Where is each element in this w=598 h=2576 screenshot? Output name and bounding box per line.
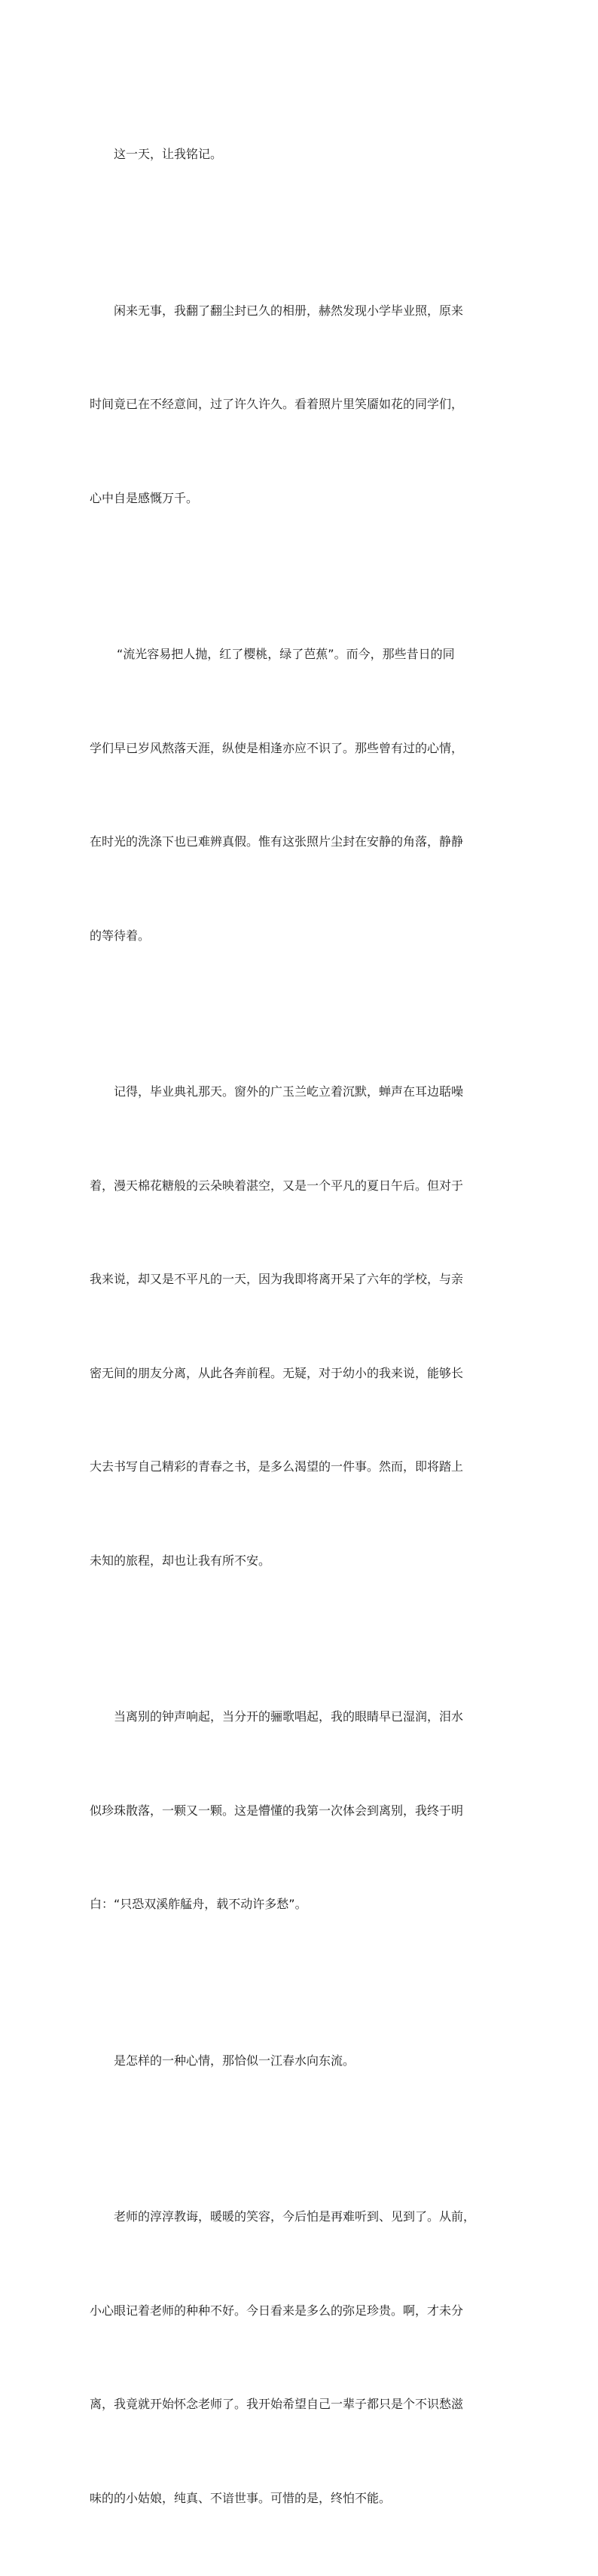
paragraph-line: 我来说，却又是不平凡的一天，因为我即将离开呆了六年的学校，与亲 (90, 1272, 464, 1286)
paragraph-line: 老师的淳淳教诲，暖暖的笑容，今后怕是再难听到、见到了。从前， (114, 2209, 476, 2224)
paragraph-line: 味的的小姑娘，纯真、不谙世事。可惜的是，终怕不能。 (90, 2490, 392, 2505)
paragraph-line: 白：“只恐双溪舴艋舟，载不动许多愁”。 (90, 1897, 307, 1911)
paragraph-1 (90, 76, 511, 233)
paragraph-3 (90, 576, 511, 1014)
paragraph-4 (90, 1014, 511, 1639)
paragraph-line: 大去书写自己精彩的青春之书，是多么渴望的一件事。然而，即将踏上 (90, 1459, 464, 1474)
paragraph-5 (90, 1639, 511, 1983)
paragraph-line: “流光容易把人抛，红了樱桃，绿了芭蕉”。而今，那些昔日的同 (117, 647, 455, 661)
paragraph-line: 密无间的朋友分离，从此各奔前程。无疑，对于幼小的我来说，能够长 (90, 1365, 464, 1380)
paragraph-line: 这一天，让我铭记。 (114, 147, 223, 161)
document-body (90, 76, 511, 2576)
paragraph-2 (90, 233, 511, 577)
paragraph-line: 在时光的洗涤下也已难辨真假。惟有这张照片尘封在安静的角落，静静 (90, 834, 464, 849)
paragraph-line: 闲来无事，我翻了翻尘封已久的相册，赫然发现小学毕业照，原来 (114, 303, 464, 318)
paragraph-7 (90, 2139, 511, 2576)
paragraph-line: 着，漫天棉花糖般的云朵映着湛空，又是一个平凡的夏日午后。但对于 (90, 1178, 464, 1193)
paragraph-line: 时间竟已在不经意间，过了许久许久。看着照片里笑靥如花的同学们， (90, 397, 464, 411)
paragraph-line: 心中自是感慨万千。 (90, 490, 199, 505)
paragraph-line: 小心眼记着老师的种种不好。今日看来是多么的弥足珍贵。啊，才未分 (90, 2303, 464, 2318)
paragraph-line: 是怎样的一种心情，那恰似一江春水向东流。 (114, 2053, 355, 2068)
paragraph-line: 记得，毕业典礼那天。窗外的广玉兰屹立着沉默，蝉声在耳边聒噪 (114, 1084, 464, 1099)
paragraph-line: 似珍珠散落，一颗又一颗。这是懵懂的我第一次体会到离别，我终于明 (90, 1803, 464, 1818)
paragraph-line: 未知的旅程，却也让我有所不安。 (90, 1553, 271, 1568)
paragraph-line: 离，我竟就开始怀念老师了。我开始希望自己一辈子都只是个不识愁滋 (90, 2397, 464, 2411)
paragraph-line: 的等待着。 (90, 928, 151, 943)
paragraph-line: 当离别的钟声响起，当分开的骊歌唱起，我的眼睛早已湿润，泪水 (114, 1709, 464, 1724)
paragraph-line: 学们早已岁风熬落天涯，纵使是相逢亦应不识了。那些曾有过的心情， (90, 740, 464, 755)
paragraph-6 (90, 1983, 511, 2139)
